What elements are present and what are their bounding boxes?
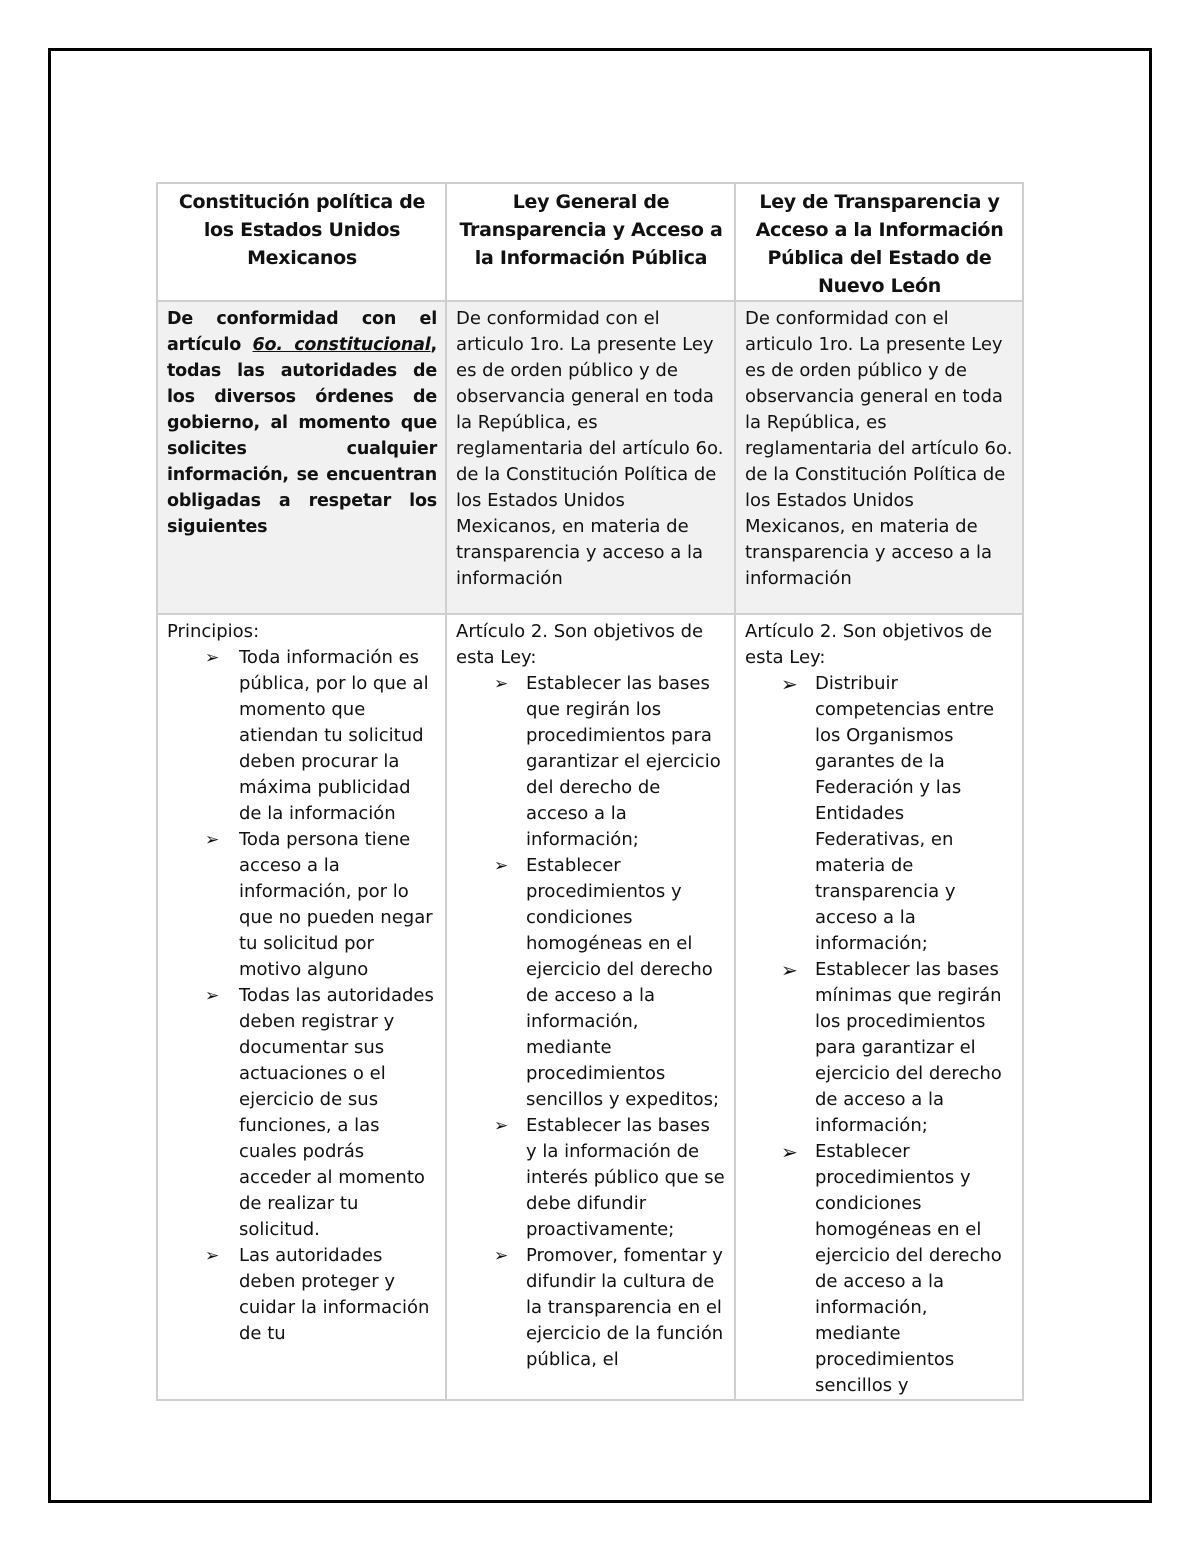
list-item: ➢ Toda información es pública, por lo que al momento que atiendan tu solicitud deben procurar la máxima publicidad de la información <box>205 647 429 824</box>
list-item: ➢ Establecer procedimientos y condiciones homogéneas en el ejercicio del derecho de acceso a la información, mediante procedimientos sencillos y <box>781 1140 1002 1396</box>
intro-row <box>157 301 1023 614</box>
header-row <box>157 183 1023 301</box>
objetivos-ley-nuevo-leon-cell <box>735 614 1023 1400</box>
list-item: ➢ Las autoridades deben proteger y cuidar la información de tu <box>205 1245 430 1344</box>
list-item: ➢ Todas las autoridades deben registrar y documentar sus actuaciones o el ejercicio de sus funciones, a las cuales podrás acceder al momento de realizar tu solicitud. <box>205 985 434 1240</box>
list-item: ➢ Establecer las bases mínimas que regirán los procedimientos para garantizar el ejercicio del derecho de acceso a la información; <box>781 958 1002 1136</box>
arrow-bullet-icon: ➢ <box>494 674 509 694</box>
list-item: ➢ Establecer procedimientos y condiciones homogéneas en el ejercicio del derecho de acceso a la información, mediante procedimientos sencillos y expeditos; <box>494 855 720 1110</box>
list-item: ➢ Toda persona tiene acceso a la información, por lo que no pueden negar tu solicitud por motivo alguno <box>205 829 433 980</box>
principios-list <box>167 645 437 1347</box>
objetivos-list <box>745 671 1014 1399</box>
intro-constitucion <box>157 301 446 614</box>
arrow-bullet-icon: ➢ <box>494 1246 509 1266</box>
arrow-bullet-icon: ➢ <box>205 830 220 850</box>
principios-cell <box>157 614 446 1400</box>
intro-ley-nuevo-leon: De conformidad con el articulo 1ro. La presente Ley es de orden público y de observancia general en toda la República, es reglamentaria del artículo 6o. de la Constitución Política de los Estados Unidos Mexicanos, en materia de transparencia y acceso a la información <box>735 301 1023 614</box>
objetivos-label: Artículo 2. Son objetivos de esta Ley: <box>745 621 993 668</box>
arrow-bullet-icon: ➢ <box>494 1116 509 1136</box>
main-row <box>157 614 1023 1400</box>
list-item: ➢ Establecer las bases y la información de interés público que se debe difundir proactivamente; <box>494 1115 725 1240</box>
intro-ley-general: De conformidad con el articulo 1ro. La presente Ley es de orden público y de observancia general en toda la República, es reglamentaria del artículo 6o. de la Constitución Política de los Estados Unidos Mexicanos, en materia de transparencia y acceso a la información <box>446 301 735 614</box>
header-ley-nuevo-leon: Ley de Transparencia y Acceso a la Información Pública del Estado de Nuevo León <box>735 183 1023 301</box>
article-6-link[interactable]: 6o. constitucional <box>252 335 431 355</box>
objetivos-list <box>456 671 726 1373</box>
objetivos-ley-general-cell <box>446 614 735 1400</box>
header-constitucion: Constitución política de los Estados Unidos Mexicanos <box>157 183 446 301</box>
arrow-bullet-icon: ➢ <box>494 856 509 876</box>
arrow-bullet-icon: ➢ <box>781 1140 798 1164</box>
arrow-bullet-icon: ➢ <box>205 986 220 1006</box>
list-item: ➢ Promover, fomentar y difundir la cultura de la transparencia en el ejercicio de la función pública, el <box>494 1245 724 1370</box>
principios-label: Principios: <box>167 621 260 642</box>
header-ley-general: Ley General de Transparencia y Acceso a la Información Pública <box>446 183 735 301</box>
arrow-bullet-icon: ➢ <box>781 958 798 982</box>
objetivos-label: Artículo 2. Son objetivos de esta Ley: <box>456 621 704 668</box>
intro-text-before: De conformidad con el artículo <box>167 309 437 355</box>
arrow-bullet-icon: ➢ <box>205 1246 220 1266</box>
list-item: ➢ Establecer las bases que regirán los procedimientos para garantizar el ejercicio del derecho de acceso a la información; <box>494 673 721 850</box>
comparison-table <box>156 182 1024 1401</box>
list-item: ➢ Distribuir competencias entre los Organismos garantes de la Federación y las Entidades Federativas, en materia de transparencia y acceso a la información; <box>781 672 995 954</box>
arrow-bullet-icon: ➢ <box>781 672 798 696</box>
arrow-bullet-icon: ➢ <box>205 648 220 668</box>
intro-text-after: , todas las autoridades de los diversos órdenes de gobierno, al momento que solicites cualquier información, se encuentran obligadas a respetar los siguientes <box>167 335 437 537</box>
